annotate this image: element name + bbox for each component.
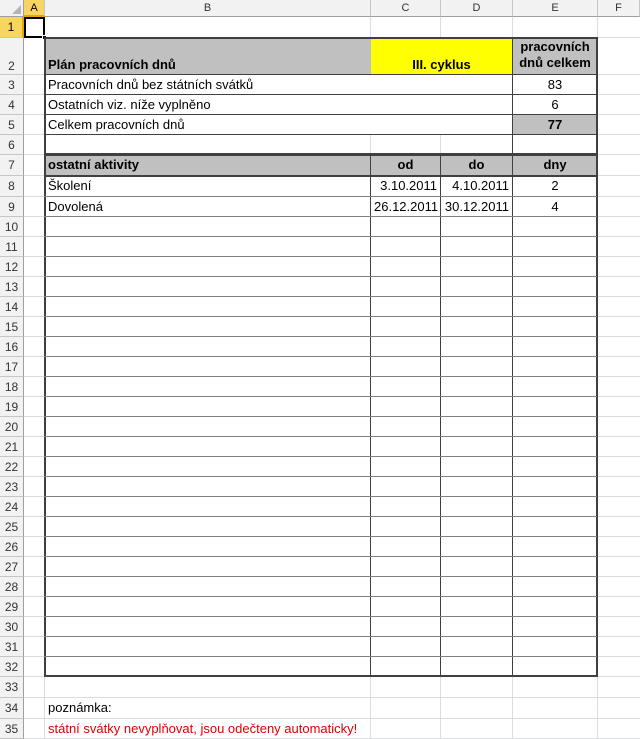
activities-row-divider [44, 316, 597, 317]
row-header-3[interactable]: 3 [0, 75, 24, 95]
column-header-b[interactable]: B [45, 0, 371, 17]
activity-days[interactable]: 2 [551, 178, 559, 193]
activities-col-divider [370, 154, 371, 676]
row-header-23[interactable]: 23 [0, 477, 24, 497]
plan-row-divider [44, 74, 597, 75]
row-header-6[interactable]: 6 [0, 135, 24, 155]
activities-row-divider [44, 596, 597, 597]
activities-row-divider [44, 496, 597, 497]
activities-row-divider [44, 356, 597, 357]
plan-total-header[interactable]: pracovních dnů celkem [513, 38, 597, 74]
row-header-31[interactable]: 31 [0, 637, 24, 657]
row-header-7[interactable]: 7 [0, 155, 24, 176]
activities-row-divider [44, 196, 597, 197]
row-header-19[interactable]: 19 [0, 397, 24, 417]
plan-row-value[interactable]: 6 [513, 95, 597, 114]
activities-row-divider [44, 175, 597, 177]
activity-to[interactable]: 30.12.2011 [444, 199, 509, 214]
column-header-e[interactable]: E [513, 0, 598, 17]
activities-row-divider [44, 236, 597, 237]
row-header-25[interactable]: 25 [0, 517, 24, 537]
plan-row-value[interactable]: 83 [513, 75, 597, 94]
plan-row-label[interactable]: Celkem pracovních dnů [45, 115, 512, 134]
row-header-13[interactable]: 13 [0, 277, 24, 297]
plan-row-label[interactable]: Ostatních viz. níže vyplněno [45, 95, 512, 114]
column-header-f[interactable]: F [598, 0, 640, 17]
corner-triangle-icon [12, 5, 21, 14]
activity-to[interactable]: 4.10.2011 [452, 178, 509, 193]
activities-row-divider [44, 216, 597, 217]
plan-row-label[interactable]: Pracovních dnů bez státních svátků [45, 75, 512, 94]
activities-header-from[interactable]: od [397, 157, 414, 172]
row-header-24[interactable]: 24 [0, 497, 24, 517]
activities-col-divider [512, 154, 513, 676]
row-header-2[interactable]: 2 [0, 38, 24, 75]
activity-days[interactable]: 4 [551, 199, 559, 214]
activities-row-divider [44, 636, 597, 637]
activities-row-divider [44, 416, 597, 417]
activities-row-divider [44, 556, 597, 557]
row-header-8[interactable]: 8 [0, 176, 24, 197]
row-header-9[interactable]: 9 [0, 197, 24, 217]
row-header-17[interactable]: 17 [0, 357, 24, 377]
column-header-c[interactable]: C [371, 0, 441, 17]
activities-row-divider [44, 616, 597, 617]
activities-row-divider [44, 396, 597, 397]
activities-col-divider [440, 154, 441, 676]
row-header-14[interactable]: 14 [0, 297, 24, 317]
row-header-11[interactable]: 11 [0, 237, 24, 257]
plan-table-border [44, 37, 598, 155]
row-header-29[interactable]: 29 [0, 597, 24, 617]
activities-row-divider [44, 476, 597, 477]
activities-header-days[interactable]: dny [543, 157, 567, 172]
plan-row-divider [44, 134, 597, 135]
plan-title[interactable]: Plán pracovních dnů [48, 57, 176, 72]
activity-from[interactable]: 26.12.2011 [374, 199, 439, 214]
row-header-15[interactable]: 15 [0, 317, 24, 337]
activities-row-divider [44, 296, 597, 297]
activities-row-divider [44, 336, 597, 337]
row-header-35[interactable]: 35 [0, 719, 24, 739]
row-header-26[interactable]: 26 [0, 537, 24, 557]
row-header-20[interactable]: 20 [0, 417, 24, 437]
row-header-16[interactable]: 16 [0, 337, 24, 357]
activities-row-divider [44, 516, 597, 517]
plan-col-divider [512, 37, 513, 154]
activities-header-name[interactable]: ostatní aktivity [48, 157, 140, 172]
row-header-1[interactable]: 1 [0, 17, 24, 38]
activities-row-divider [44, 276, 597, 277]
activity-from[interactable]: 3.10.2011 [380, 178, 437, 193]
activities-row-divider [44, 456, 597, 457]
row-header-5[interactable]: 5 [0, 115, 24, 135]
note-text[interactable]: státní svátky nevyplňovat, jsou odečteny automaticky! [48, 721, 358, 736]
row-header-4[interactable]: 4 [0, 95, 24, 115]
row-header-33[interactable]: 33 [0, 677, 24, 698]
row-header-18[interactable]: 18 [0, 377, 24, 397]
activities-header-to[interactable]: do [468, 157, 485, 172]
plan-row-divider [44, 114, 597, 115]
activities-row-divider [44, 536, 597, 537]
note-label[interactable]: poznámka: [48, 700, 112, 715]
row-header-30[interactable]: 30 [0, 617, 24, 637]
activities-row-divider [44, 656, 597, 657]
activities-row-divider [44, 256, 597, 257]
activities-row-divider [44, 576, 597, 577]
row-header-12[interactable]: 12 [0, 257, 24, 277]
column-header-a[interactable]: A [24, 0, 45, 17]
row-header-22[interactable]: 22 [0, 457, 24, 477]
activity-name[interactable]: Školení [48, 178, 92, 193]
row-header-34[interactable]: 34 [0, 698, 24, 719]
activities-row-divider [44, 376, 597, 377]
activities-row-divider [44, 436, 597, 437]
row-header-21[interactable]: 21 [0, 437, 24, 457]
activity-name[interactable]: Dovolená [48, 199, 103, 214]
select-all-corner[interactable] [0, 0, 24, 17]
active-cell-a1[interactable] [24, 17, 45, 38]
row-header-27[interactable]: 27 [0, 557, 24, 577]
plan-cycle[interactable]: III. cyklus [371, 38, 512, 74]
column-header-d[interactable]: D [441, 0, 513, 17]
plan-row-value[interactable]: 77 [513, 115, 597, 134]
row-header-10[interactable]: 10 [0, 217, 24, 237]
plan-row-divider [44, 94, 597, 95]
row-header-28[interactable]: 28 [0, 577, 24, 597]
row-header-32[interactable]: 32 [0, 657, 24, 677]
